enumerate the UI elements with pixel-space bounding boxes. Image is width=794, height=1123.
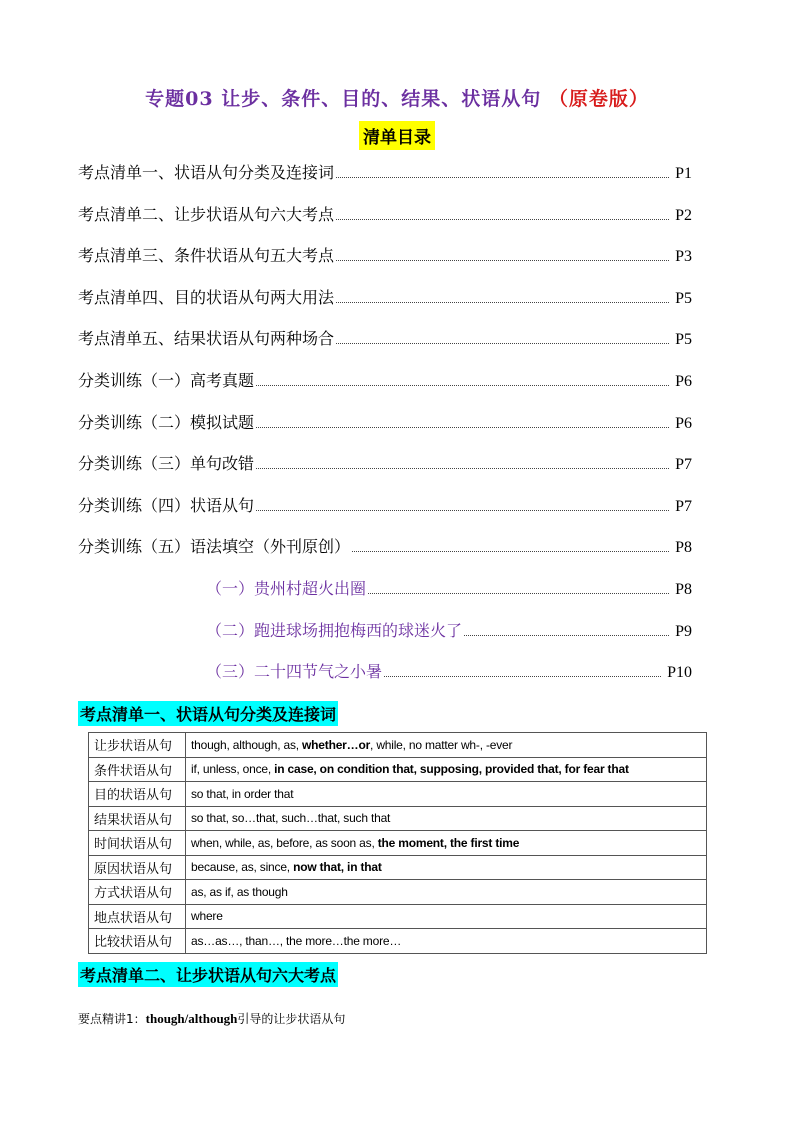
connectives-cell — [186, 880, 707, 905]
connectives-cell — [186, 831, 707, 856]
toc-item-label: 考点清单五、结果状语从句两种场合 — [78, 329, 335, 348]
table-row — [89, 904, 707, 929]
connectives-bold: now that, in that — [293, 860, 382, 875]
toc-subitem-label: （一）贵州村超火出圈 — [206, 579, 367, 598]
category-cell: 结果状语从句 — [89, 806, 186, 831]
toc-leader — [336, 302, 669, 303]
toc-item[interactable] — [78, 492, 692, 516]
toc-leader — [464, 635, 669, 636]
toc-leader — [256, 385, 669, 386]
toc-leader — [256, 510, 669, 511]
toc-item-label: 分类训练（三）单句改错 — [78, 454, 255, 473]
category-cell: 条件状语从句 — [89, 757, 186, 782]
category-cell: 方式状语从句 — [89, 880, 186, 905]
note-suffix: 引导的让步状语从句 — [237, 1012, 346, 1026]
toc-item-page: P2 — [675, 207, 692, 224]
toc-item[interactable] — [78, 201, 692, 225]
toc-leader — [256, 427, 669, 428]
connectives-cell — [186, 904, 707, 929]
title-tag: （原卷版） — [548, 88, 649, 110]
toc-item-page: P9 — [675, 623, 692, 640]
toc-item-page: P5 — [675, 290, 692, 307]
toc-item-page: P8 — [675, 581, 692, 598]
note-bold: though/although — [145, 1011, 238, 1026]
toc-item-label: 考点清单四、目的状语从句两大用法 — [78, 288, 335, 307]
table-row — [89, 782, 707, 807]
connectives-plain: if, unless, once, — [191, 762, 275, 777]
connectives-plain: so that, so…that, such…that, such that — [191, 811, 391, 826]
toc-item-page: P7 — [675, 456, 692, 473]
connectives-cell — [186, 806, 707, 831]
toc-item-label: 分类训练（五）语法填空（外刊原创） — [78, 537, 351, 556]
toc-item-label: 分类训练（四）状语从句 — [78, 496, 255, 515]
toc-subitem-label: （三）二十四节气之小暑 — [206, 662, 383, 681]
toc-item-label: 考点清单一、状语从句分类及连接词 — [78, 163, 335, 182]
category-cell: 让步状语从句 — [89, 733, 186, 758]
connectives-plain: as, as if, as though — [191, 884, 288, 899]
toc-item-page: P5 — [675, 331, 692, 348]
toc-leader — [336, 177, 669, 178]
table-row — [89, 929, 707, 954]
connectives-cell — [186, 733, 707, 758]
connectives-plain: where — [191, 909, 223, 924]
connectives-table — [88, 732, 707, 954]
table-row — [89, 733, 707, 758]
toc-item[interactable] — [78, 242, 692, 266]
toc-item[interactable] — [78, 533, 692, 557]
table-row — [89, 757, 707, 782]
category-cell: 原因状语从句 — [89, 855, 186, 880]
toc-item[interactable] — [78, 159, 692, 183]
toc-item-page: P6 — [675, 373, 692, 390]
page-title — [0, 84, 794, 111]
toc-item[interactable] — [78, 409, 692, 433]
connectives-cell — [186, 929, 707, 954]
toc-subitem[interactable] — [206, 658, 692, 682]
connectives-bold: whether…or — [302, 737, 371, 752]
toc-heading: 清单目录 — [359, 121, 435, 150]
toc-leader — [336, 219, 669, 220]
section-heading: 考点清单一、状语从句分类及连接词 — [78, 701, 338, 726]
key-point-note — [78, 1010, 345, 1027]
category-cell: 比较状语从句 — [89, 929, 186, 954]
connectives-cell — [186, 782, 707, 807]
toc-item-label: 考点清单三、条件状语从句五大考点 — [78, 246, 335, 265]
toc-leader — [352, 551, 669, 552]
category-cell: 目的状语从句 — [89, 782, 186, 807]
toc-leader — [256, 468, 669, 469]
toc-item-label: 分类训练（一）高考真题 — [78, 371, 255, 390]
toc-subitem[interactable] — [206, 575, 692, 599]
toc-item-label: 分类训练（二）模拟试题 — [78, 413, 255, 432]
toc-leader — [336, 343, 669, 344]
connectives-plain: because, as, since, — [191, 860, 294, 875]
table-row — [89, 831, 707, 856]
table-row — [89, 855, 707, 880]
table-row — [89, 880, 707, 905]
note-prefix: 要点精讲1： — [78, 1012, 146, 1026]
toc-item-page: P7 — [675, 498, 692, 515]
toc-item[interactable] — [78, 450, 692, 474]
toc-item[interactable] — [78, 284, 692, 308]
connectives-tail: , while, no matter wh-, -ever — [370, 737, 513, 752]
category-cell: 地点状语从句 — [89, 904, 186, 929]
table-row — [89, 806, 707, 831]
connectives-cell — [186, 855, 707, 880]
toc-item-page: P10 — [667, 664, 692, 681]
section-heading: 考点清单二、让步状语从句六大考点 — [78, 962, 338, 987]
subtitle-wrap — [0, 121, 794, 150]
category-cell: 时间状语从句 — [89, 831, 186, 856]
toc-subitem[interactable] — [206, 617, 692, 641]
connectives-plain: so that, in order that — [191, 786, 294, 801]
toc-subitem-label: （二）跑进球场拥抱梅西的球迷火了 — [206, 621, 463, 640]
connectives-bold: the moment, the first time — [377, 835, 520, 850]
toc-leader — [384, 676, 661, 677]
toc-item-label: 考点清单二、让步状语从句六大考点 — [78, 205, 335, 224]
toc-item-page: P8 — [675, 539, 692, 556]
toc-item[interactable] — [78, 325, 692, 349]
toc-item-page: P1 — [675, 165, 692, 182]
connectives-plain: when, while, as, before, as soon as, — [191, 835, 378, 850]
toc-item-page: P3 — [675, 248, 692, 265]
connectives-bold: in case, on condition that, supposing, provided that, for fear that — [274, 762, 629, 777]
toc-leader — [336, 260, 669, 261]
toc-leader — [368, 593, 669, 594]
connectives-plain: though, although, as, — [191, 737, 303, 752]
toc-item[interactable] — [78, 367, 692, 391]
connectives-plain: as…as…, than…, the more…the more… — [191, 933, 402, 948]
toc-item-page: P6 — [675, 415, 692, 432]
connectives-cell — [186, 757, 707, 782]
title-main: 专题03 让步、条件、目的、结果、状语从句 — [145, 88, 542, 110]
